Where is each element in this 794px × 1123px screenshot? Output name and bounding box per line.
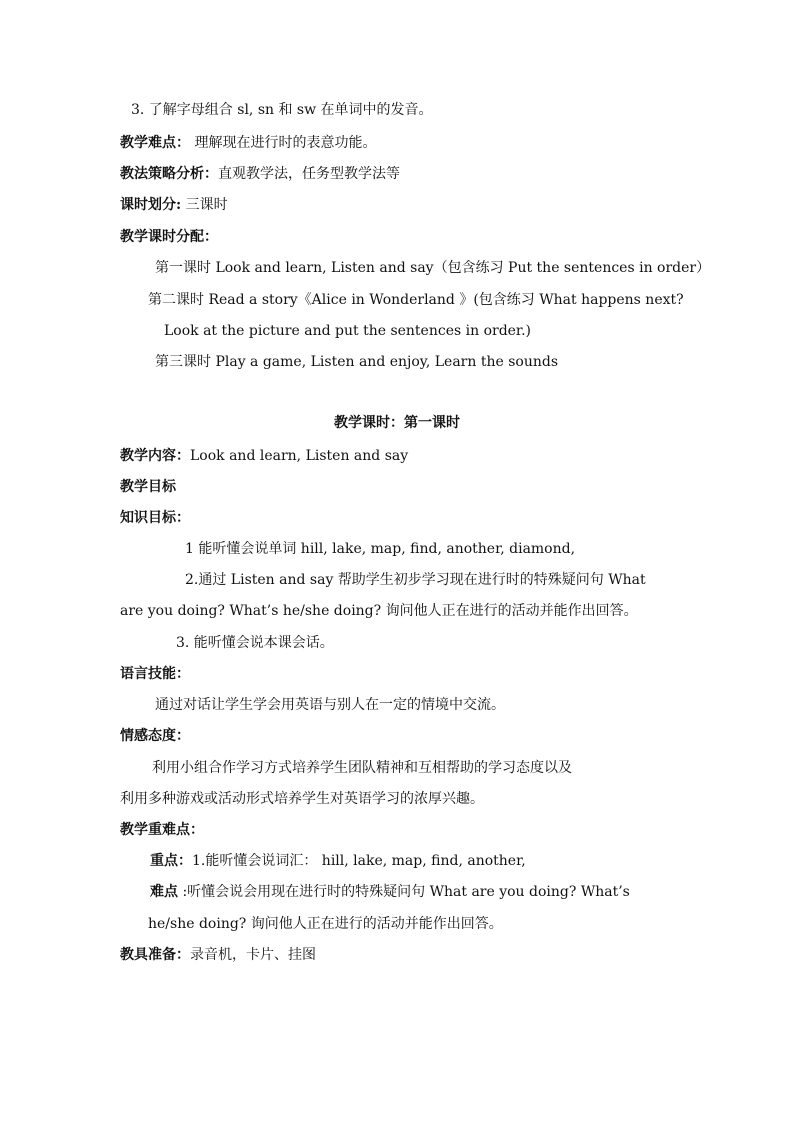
tools-text: 录音机，卡片、挂图 — [190, 947, 316, 963]
lesson-2-allocation: 第二课时 Read a story《Alice in Wonderland 》(包含练习 What happens next? — [148, 292, 684, 308]
teaching-strategy — [120, 164, 400, 184]
lesson-3-allocation: 第三课时 Play a game, Listen and enjoy, Learn the sounds — [155, 354, 559, 370]
difficulty-text: 理解现在进行时的表意功能。 — [190, 135, 377, 151]
content-label: 教学内容： — [120, 448, 190, 464]
hard-point-cont: he/she doing? 询问他人正在进行的活动并能作出回答。 — [148, 916, 503, 932]
hard-point-label: 难点 — [150, 884, 178, 900]
teaching-tools — [120, 945, 316, 965]
key-point-text: 1.能听懂会说词汇： hill, lake, map, find, another, — [192, 853, 526, 869]
period-text: 三课时 — [181, 197, 228, 213]
hard-point — [150, 882, 630, 902]
lesson-1-allocation: 第一课时 Look and learn, Listen and say（包含练习 Put the sentences in order） — [155, 260, 711, 276]
strategy-text: 直观教学法，任务型教学法等 — [218, 166, 400, 182]
emotion-text-2: 利用多种游戏或活动形式培养学生对英语学习的浓厚兴趣。 — [120, 791, 484, 807]
content-text: Look and learn, Listen and say — [190, 448, 409, 464]
knowledge-item-1: 1 能听懂会说单词 hill, lake, map, find, another, diamond, — [185, 541, 576, 557]
skill-heading: 语言技能： — [120, 666, 190, 682]
objective-item-3: 3. 了解字母组合 sl, sn 和 sw 在单词中的发音。 — [131, 102, 433, 118]
strategy-label: 教法策略分析： — [120, 166, 218, 182]
teaching-difficulty — [120, 133, 376, 153]
knowledge-heading: 知识目标： — [120, 510, 190, 526]
period-label: 课时划分: — [120, 197, 182, 213]
hard-point-text: :听懂会说会用现在进行时的特殊疑问句 What are you doing? What’s — [178, 884, 630, 900]
key-point-label: 重点： — [150, 853, 192, 869]
key-difficult-heading: 教学重难点： — [120, 822, 204, 838]
teaching-content — [120, 446, 408, 466]
tools-label: 教具准备： — [120, 947, 190, 963]
goals-heading: 教学目标 — [120, 479, 176, 495]
emotion-heading: 情感态度： — [120, 728, 190, 744]
knowledge-item-3: 3. 能听懂会说本课会话。 — [176, 635, 334, 651]
difficulty-label: 教学难点： — [120, 135, 190, 151]
lesson-2-allocation-cont: Look at the picture and put the sentences in order.) — [164, 323, 532, 339]
allocation-heading: 教学课时分配： — [120, 229, 218, 245]
skill-text: 通过对话让学生学会用英语与别人在一定的情境中交流。 — [155, 697, 505, 713]
knowledge-item-2-cont: are you doing? What’s he/she doing? 询问他人正在进行的活动并能作出回答。 — [120, 603, 638, 619]
emotion-text-1: 利用小组合作学习方式培养学生团队精神和互相帮助的学习态度以及 — [152, 760, 572, 776]
key-point — [150, 851, 526, 871]
period-division — [120, 195, 228, 215]
section-title: 教学课时：第一课时 — [334, 415, 460, 431]
knowledge-item-2: 2.通过 Listen and say 帮助学生初步学习现在进行时的特殊疑问句 What — [185, 572, 646, 588]
